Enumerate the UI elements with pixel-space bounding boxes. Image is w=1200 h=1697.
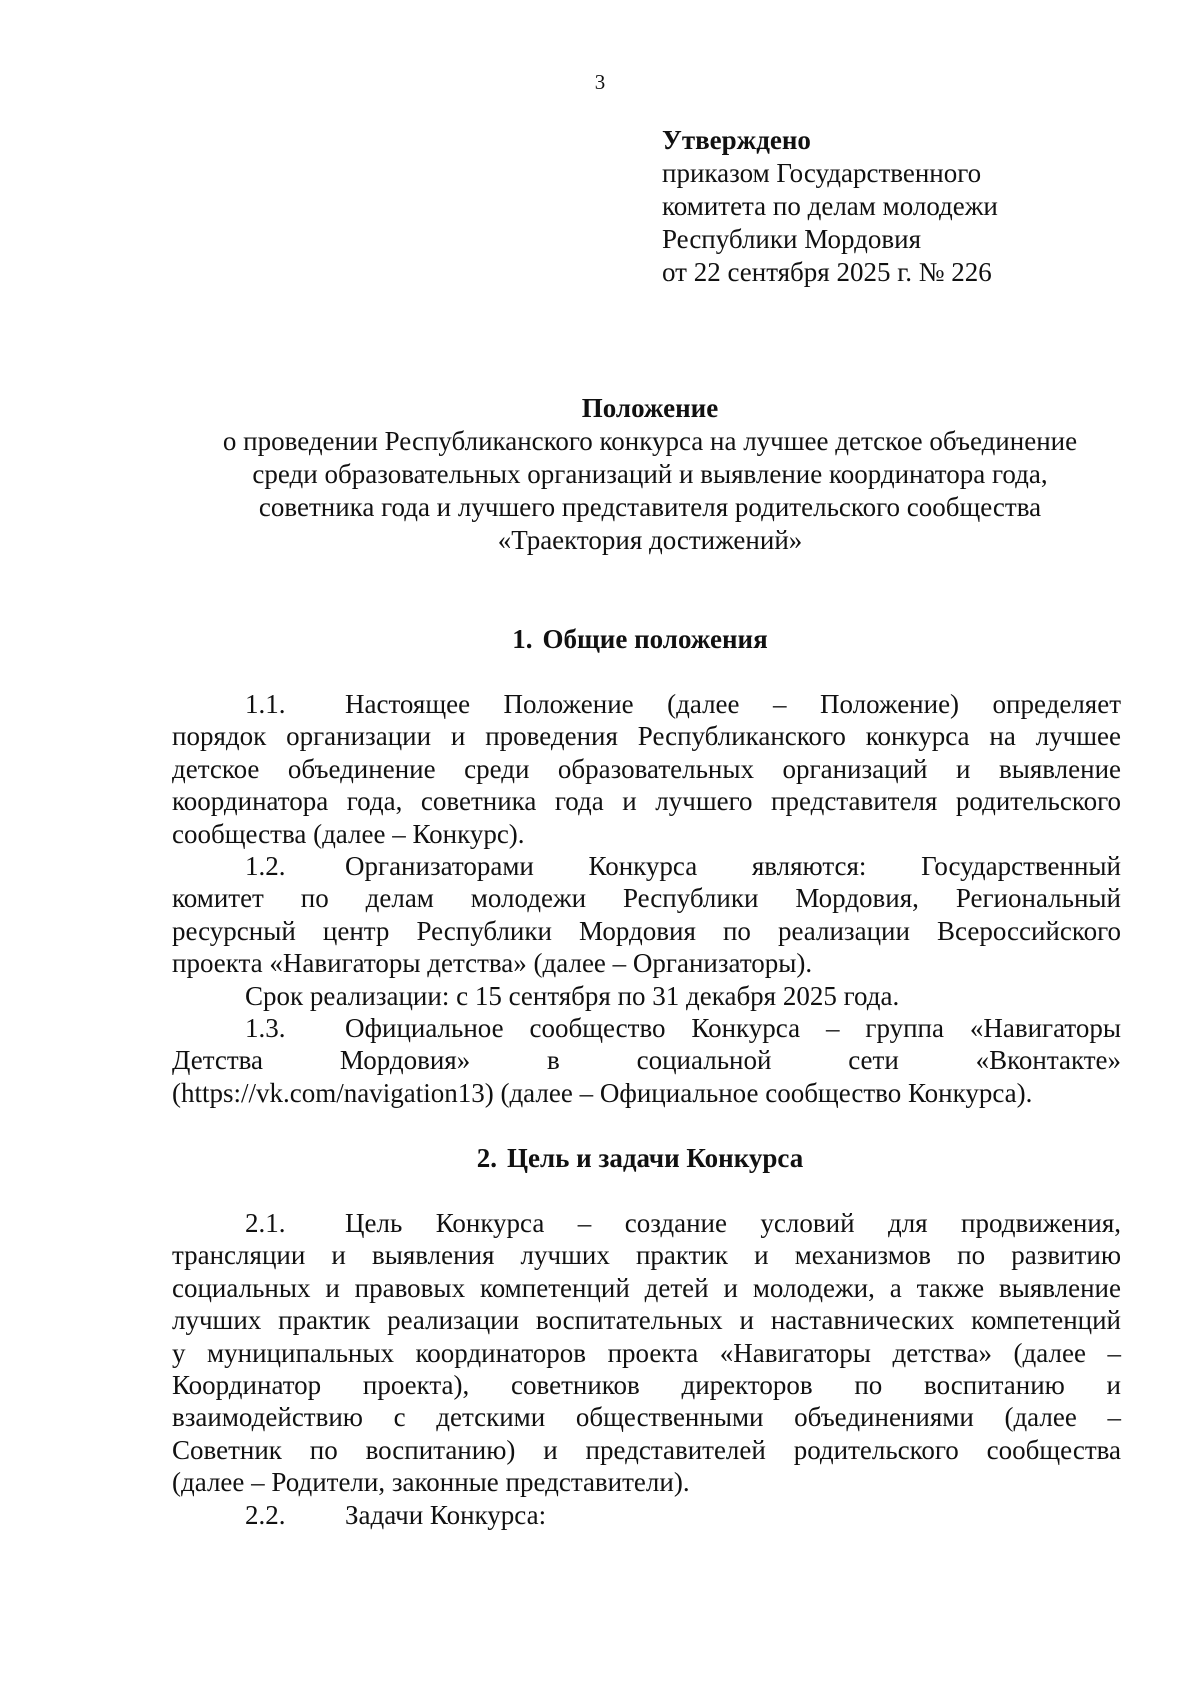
paragraph-line: Срок реализации: с 15 сентября по 31 декабря 2025 года. <box>245 980 900 1011</box>
paragraph-line: детское объединение среди образовательных организаций и выявление <box>172 753 1121 784</box>
paragraph-line: координатора года, советника года и лучшего представителя родительского <box>172 786 1121 817</box>
section-2-body <box>172 1207 1121 1531</box>
title-heading: Положение <box>581 393 719 423</box>
section-2-heading <box>160 1142 1120 1175</box>
paragraph-line: 1.2. Организаторами Конкурса являются: Государственный <box>245 850 1121 881</box>
approval-line: от 22 сентября 2025 г. № 226 <box>662 257 992 287</box>
approval-line: приказом Государственного <box>662 158 982 188</box>
paragraph-line: 2.2. Задачи Конкурса: <box>245 1499 547 1530</box>
paragraph-line: 1.3. Официальное сообщество Конкурса – группа «Навигаторы <box>245 1012 1121 1043</box>
clause-number: 1.3. <box>245 1012 286 1043</box>
clause-number: 1.1. <box>245 689 286 719</box>
paragraph-line: комитет по делам молодежи Республики Мордовия, Региональный <box>172 883 1121 914</box>
paragraph-line: лучших практик реализации воспитательных и наставнических компетенций <box>172 1305 1121 1336</box>
paragraph-line: ресурсный центр Республики Мордовия по реализации Всероссийского <box>172 915 1121 946</box>
title-line: среди образовательных организаций и выявление координатора года, <box>252 459 1048 489</box>
approval-line: Республики Мордовия <box>662 224 922 254</box>
paragraph-line: проекта «Навигаторы детства» (далее – Организаторы). <box>172 948 813 979</box>
paragraph-line: трансляции и выявления лучших практик и механизмов по развитию <box>172 1240 1121 1271</box>
section-1-heading <box>160 623 1120 656</box>
paragraph-line: (https://vk.com/navigation13) (далее – Официальное сообщество Конкурса). <box>172 1077 1033 1108</box>
title-line: «Траектория достижений» <box>497 525 803 555</box>
title-line: советника года и лучшего представителя родительского сообщества <box>258 492 1042 522</box>
section-number: 2. <box>476 1143 497 1173</box>
paragraph-line: сообщества (далее – Конкурс). <box>172 818 525 849</box>
approval-block <box>662 124 998 289</box>
section-1-body <box>172 688 1121 1109</box>
title-line: о проведении Республиканского конкурса на лучшее детское объединение <box>222 426 1078 456</box>
clause-number: 2.2. <box>245 1499 286 1530</box>
paragraph-line: (далее – Родители, законные представители). <box>172 1467 690 1498</box>
paragraph-line: Детства Мордовия» в социальной сети «Вконтакте» <box>172 1045 1121 1076</box>
paragraph-line: Координатор проекта), советников директоров по воспитанию и <box>172 1369 1121 1400</box>
section-title: Цель и задачи Конкурса <box>507 1143 804 1173</box>
clause-number: 2.1. <box>245 1208 286 1238</box>
paragraph-line: взаимодействию с детскими общественными объединениями (далее – <box>172 1402 1121 1433</box>
paragraph-line: 1.1. Настоящее Положение (далее – Положение) определяет <box>245 689 1121 719</box>
section-number: 1. <box>512 624 533 654</box>
paragraph-line: социальных и правовых компетенций детей и молодежи, а также выявление <box>172 1272 1121 1303</box>
paragraph-line: порядок организации и проведения Республиканского конкурса на лучшее <box>172 721 1121 752</box>
document-title <box>160 392 1140 557</box>
paragraph-line: у муниципальных координаторов проекта «Навигаторы детства» (далее – <box>172 1337 1121 1368</box>
paragraph-line: 2.1. Цель Конкурса – создание условий для продвижения, <box>245 1208 1121 1238</box>
paragraph-line: Советник по воспитанию) и представителей родительского сообщества <box>172 1434 1121 1465</box>
page-number: 3 <box>594 70 606 94</box>
section-title: Общие положения <box>542 624 768 654</box>
clause-number: 1.2. <box>245 850 286 881</box>
approval-heading: Утверждено <box>662 125 811 155</box>
approval-line: комитета по делам молодежи <box>662 191 998 221</box>
